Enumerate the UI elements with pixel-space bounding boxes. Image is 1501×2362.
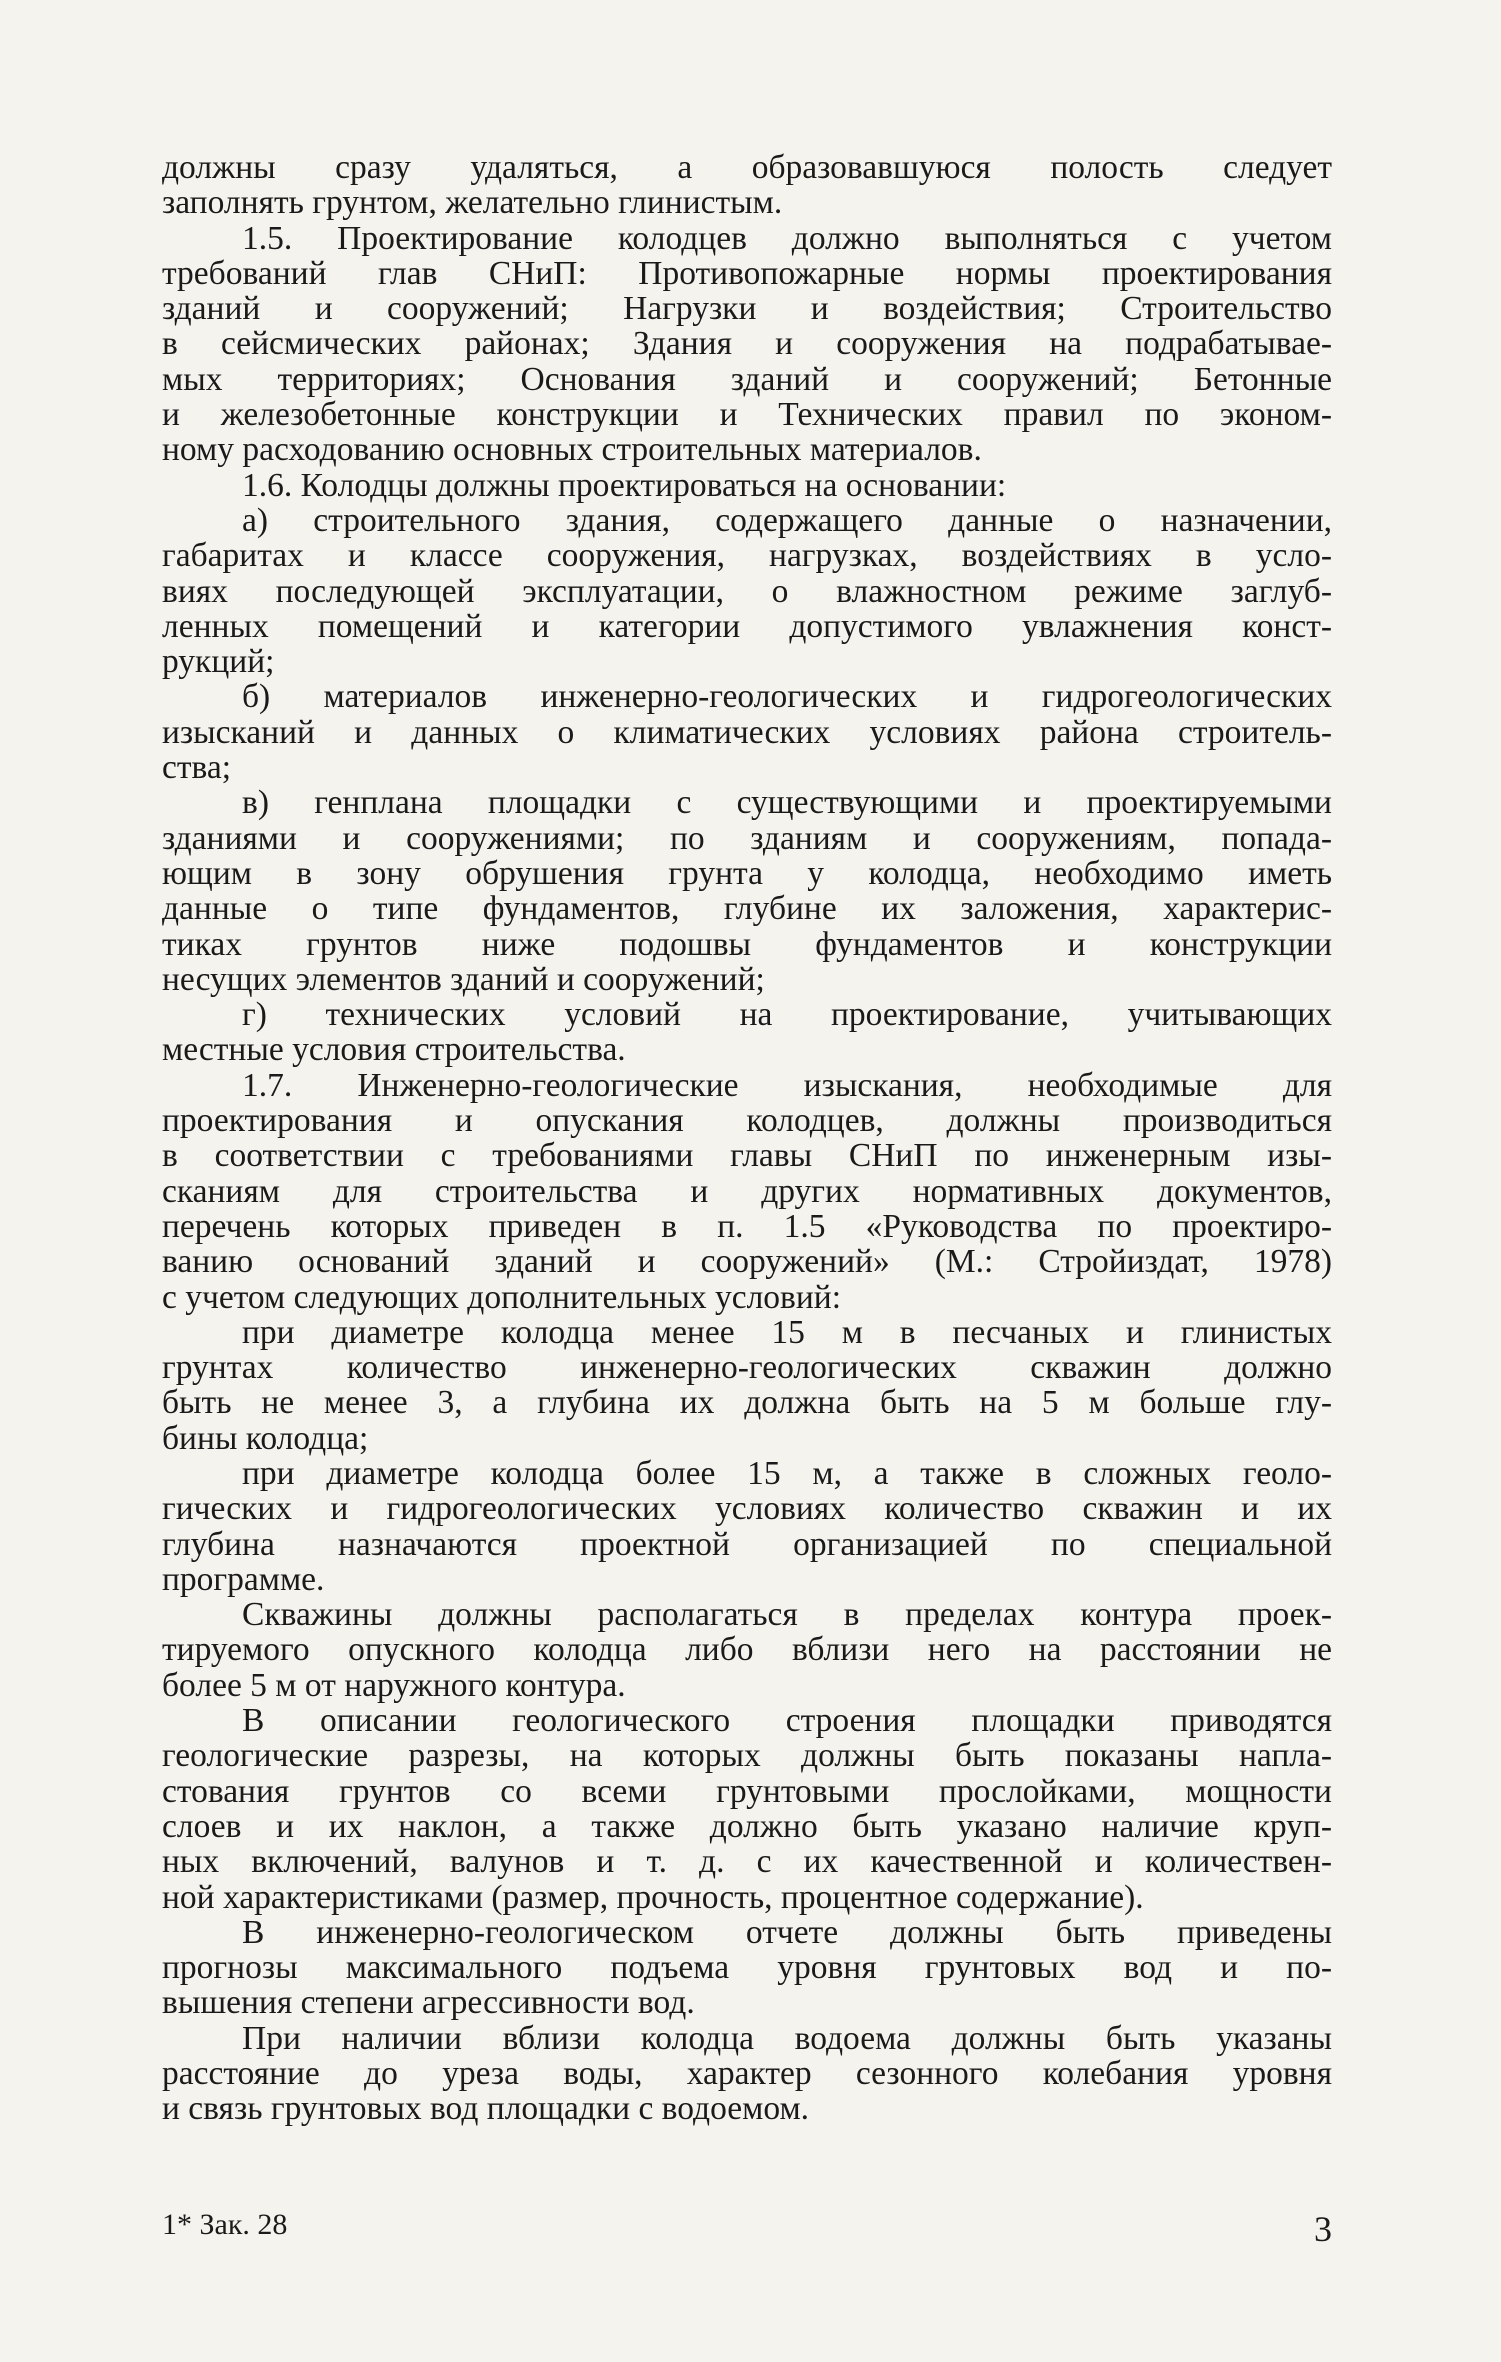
text-line: проектирования и опускания колодцев, должны производиться xyxy=(162,1102,1332,1140)
paragraph xyxy=(162,150,1332,221)
text-line: В инженерно-геологическом отчете должны быть приведены xyxy=(242,1913,1332,1951)
text-line: стования грунтов со всеми грунтовыми прослойками, мощности xyxy=(162,1772,1332,1810)
text-line: при диаметре колодца менее 15 м в песчаных и глинистых xyxy=(242,1313,1332,1351)
text-line: 1.5. Проектирование колодцев должно выполняться с учетом xyxy=(242,219,1332,257)
text-line: рукций; xyxy=(162,643,275,681)
text-line: должны сразу удаляться, а образовавшуюся полость следует xyxy=(162,149,1332,186)
text-line: прогнозы максимального подъема уровня грунтовых вод и по- xyxy=(162,1949,1332,1987)
paragraph xyxy=(162,679,1332,785)
text-line: 1.7. Инженерно-геологические изыскания, необходимые для xyxy=(242,1066,1332,1104)
text-line: зданий и сооружений; Нагрузки и воздействия; Строительство xyxy=(162,290,1332,328)
text-line: гических и гидрогеологических условиях количество скважин и их xyxy=(162,1490,1332,1528)
paragraph xyxy=(162,1597,1332,1703)
text-line: в сейсмических районах; Здания и сооружения на подрабатывае- xyxy=(162,325,1332,363)
paragraph xyxy=(162,1456,1332,1597)
text-line: расстояние до уреза воды, характер сезонного колебания уровня xyxy=(162,2055,1332,2093)
text-line: ной характеристиками (размер, прочность, процентное содержание). xyxy=(162,1878,1144,1916)
text-line: бины колодца; xyxy=(162,1419,369,1457)
paragraph xyxy=(162,221,1332,468)
text-line: местные условия строительства. xyxy=(162,1031,626,1069)
paragraph xyxy=(162,785,1332,997)
text-line: тиках грунтов ниже подошвы фундаментов и конструкции xyxy=(162,925,1332,963)
text-line: данные о типе фундаментов, глубине их заложения, характерис- xyxy=(162,890,1332,928)
paragraph xyxy=(162,1915,1332,2021)
text-line: вышения степени агрессивности вод. xyxy=(162,1984,695,2022)
text-line: в соответствии с требованиями главы СНиП по инженерным изы- xyxy=(162,1137,1332,1175)
paragraph xyxy=(162,997,1332,1068)
text-line: В описании геологического строения площадки приводятся xyxy=(242,1702,1332,1740)
text-line: и связь грунтовых вод площадки с водоемом. xyxy=(162,2090,810,2128)
text-line: грунтах количество инженерно-геологических скважин должно xyxy=(162,1349,1332,1387)
text-line: глубина назначаются проектной организацией по специальной xyxy=(162,1525,1332,1563)
paragraph xyxy=(162,1315,1332,1456)
text-line: сканиям для строительства и других нормативных документов, xyxy=(162,1172,1332,1210)
text-line: Скважины должны располагаться в пределах контура проек- xyxy=(242,1596,1332,1634)
text-line: 1.6. Колодцы должны проектироваться на основании: xyxy=(242,466,1007,504)
text-line: заполнять грунтом, желательно глинистым. xyxy=(162,184,783,222)
text-line: тируемого опускного колодца либо вблизи него на расстоянии не xyxy=(162,1631,1332,1669)
paragraph xyxy=(162,1703,1332,1915)
page-number: 3 xyxy=(1314,2209,1332,2249)
text-line: б) материалов инженерно-геологических и гидрогеологических xyxy=(242,678,1332,716)
text-line: с учетом следующих дополнительных условий: xyxy=(162,1278,842,1316)
text-line: ющим в зону обрушения грунта у колодца, необходимо иметь xyxy=(162,854,1332,892)
text-line: ных включений, валунов и т. д. с их качественной и количествен- xyxy=(162,1843,1332,1881)
paragraph xyxy=(162,503,1332,679)
text-line: габаритах и классе сооружения, нагрузках, воздействиях в усло- xyxy=(162,537,1332,575)
text-line: г) технических условий на проектирование, учитывающих xyxy=(242,996,1332,1034)
paragraph xyxy=(162,1068,1332,1315)
text-line: перечень которых приведен в п. 1.5 «Руководства по проектиро- xyxy=(162,1207,1332,1245)
text-line: и железобетонные конструкции и Технических правил по эконом- xyxy=(162,396,1332,434)
text-line: быть не менее 3, а глубина их должна быть на 5 м больше глу- xyxy=(162,1384,1332,1422)
text-line: требований глав СНиП: Противопожарные нормы проектирования xyxy=(162,254,1332,292)
text-line: в) генплана площадки с существующими и проектируемыми xyxy=(242,784,1332,822)
text-line: несущих элементов зданий и сооружений; xyxy=(162,960,765,998)
text-line: программе. xyxy=(162,1560,325,1598)
print-signature: 1* Зак. 28 xyxy=(162,2208,288,2241)
text-line: а) строительного здания, содержащего данные о назначении, xyxy=(242,501,1332,539)
text-line: зданиями и сооружениями; по зданиям и сооружениям, попада- xyxy=(162,819,1332,857)
text-line: изысканий и данных о климатических условиях района строитель- xyxy=(162,713,1332,751)
text-line: При наличии вблизи колодца водоема должны быть указаны xyxy=(242,2019,1332,2057)
text-line: слоев и их наклон, а также должно быть указано наличие круп- xyxy=(162,1807,1332,1845)
text-line: ства; xyxy=(162,749,232,787)
text-line: геологические разрезы, на которых должны быть показаны напла- xyxy=(162,1737,1332,1775)
text-line: мых территориях; Основания зданий и сооружений; Бетонные xyxy=(162,360,1332,398)
paragraph xyxy=(162,2021,1332,2127)
text-line: более 5 м от наружного контура. xyxy=(162,1666,626,1704)
body-text xyxy=(162,150,1332,2127)
text-line: ванию оснований зданий и сооружений» (М.: Стройиздат, 1978) xyxy=(162,1243,1332,1281)
paragraph xyxy=(162,468,1332,503)
text-line: виях последующей эксплуатации, о влажностном режиме заглуб- xyxy=(162,572,1332,610)
text-line: ленных помещений и категории допустимого увлажнения конст- xyxy=(162,607,1332,645)
text-line: при диаметре колодца более 15 м, а также в сложных геоло- xyxy=(242,1454,1332,1492)
text-line: ному расходованию основных строительных материалов. xyxy=(162,431,982,469)
